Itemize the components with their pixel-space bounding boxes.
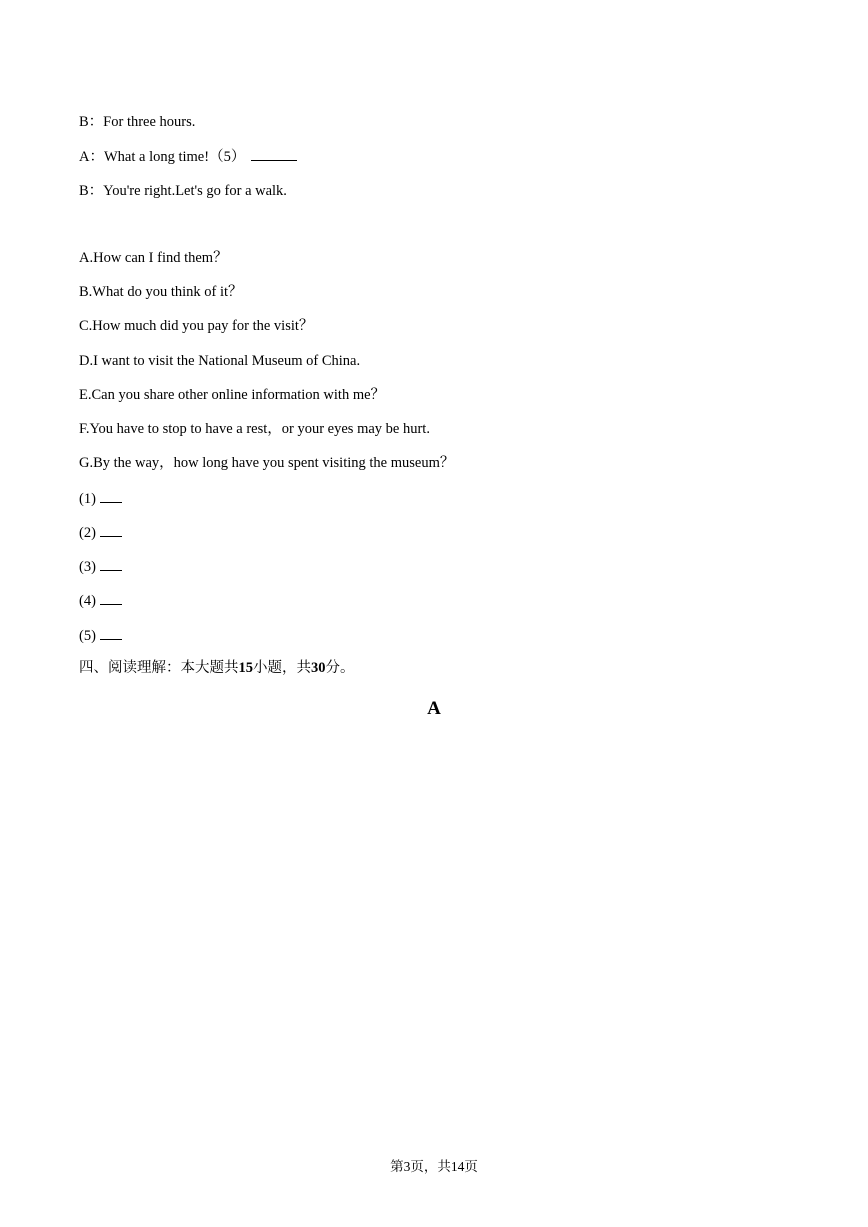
option-a: A.How can I find them？ xyxy=(79,250,228,266)
dialogue-text: What a long time!（5） xyxy=(103,149,246,165)
section-count: 15 xyxy=(238,660,253,676)
section-prefix: 四、阅读理解：本大题共 xyxy=(79,660,239,676)
dialogue-line-3 xyxy=(79,182,287,200)
answer-line-4 xyxy=(79,591,122,610)
option-g: G.By the way，how long have you spent visiting the museum？ xyxy=(79,455,455,471)
option-e: E.Can you share other online information with me？ xyxy=(79,387,386,403)
answer-number: (1) xyxy=(79,491,96,507)
dialogue-text: You're right.Let's go for a walk. xyxy=(103,183,287,199)
option-f: F.You have to stop to have a rest，or your eyes may be hurt. xyxy=(79,421,430,437)
answer-number: (2) xyxy=(79,525,96,541)
answer-line-1 xyxy=(79,489,122,508)
speaker-label: B： xyxy=(79,114,104,130)
answer-line-2 xyxy=(79,523,122,542)
option-c: C.How much did you pay for the visit？ xyxy=(79,318,314,334)
answer-number: (5) xyxy=(79,628,96,644)
answer-blank xyxy=(251,147,297,161)
speaker-label: B： xyxy=(79,183,104,199)
answer-blank[interactable] xyxy=(100,626,122,640)
answer-number: (3) xyxy=(79,559,96,575)
answer-blank[interactable] xyxy=(100,557,122,571)
option-b: B.What do you think of it？ xyxy=(79,284,243,300)
section-score: 30 xyxy=(311,660,326,676)
dialogue-line-2 xyxy=(79,147,297,166)
answer-line-5 xyxy=(79,626,122,645)
page-footer: 第3页，共14页 xyxy=(390,1159,478,1174)
answer-blank[interactable] xyxy=(100,591,122,605)
answer-number: (4) xyxy=(79,593,96,609)
section-suffix: 分。 xyxy=(325,660,355,676)
section-heading xyxy=(79,659,355,677)
section-middle: 小题，共 xyxy=(253,660,311,676)
dialogue-text: For three hours. xyxy=(103,114,196,130)
dialogue-line-1 xyxy=(79,113,195,131)
answer-blank[interactable] xyxy=(100,489,122,503)
answer-line-3 xyxy=(79,557,122,576)
passage-title: A xyxy=(427,698,441,719)
speaker-label: A： xyxy=(79,149,104,165)
option-d: D.I want to visit the National Museum of China. xyxy=(79,353,361,369)
answer-blank[interactable] xyxy=(100,523,122,537)
